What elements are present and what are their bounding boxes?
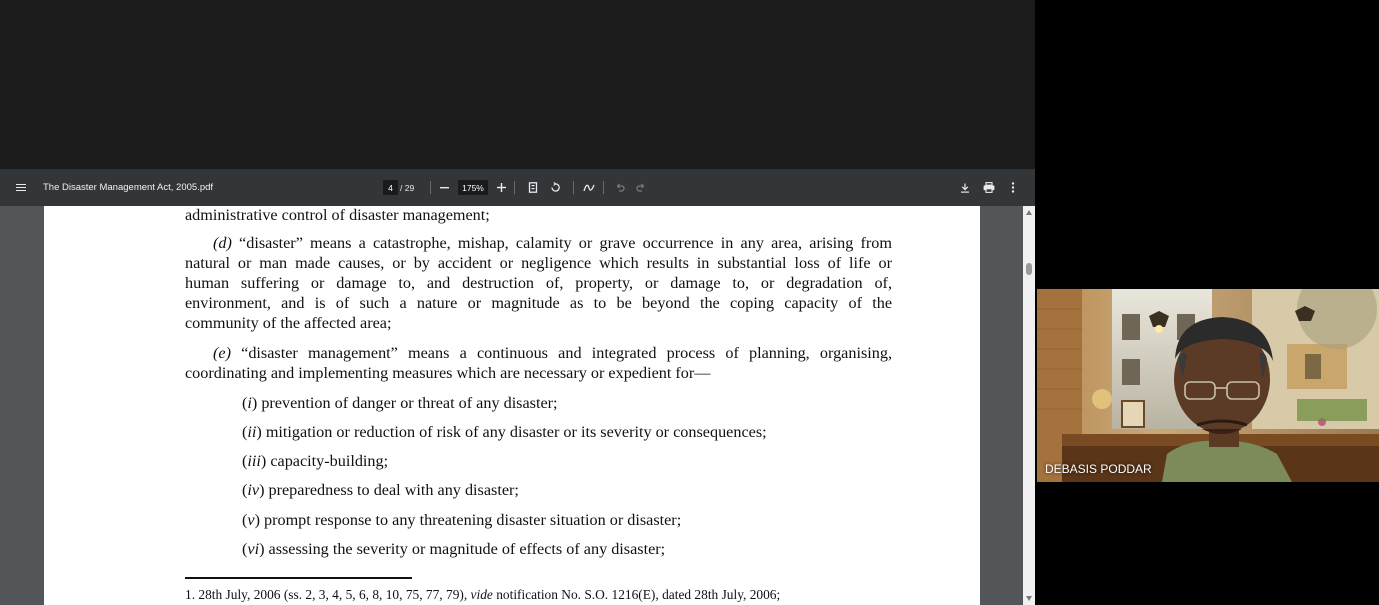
definition-e-mark: (e): [213, 344, 231, 362]
definition-d-line: [185, 234, 892, 253]
participant-video[interactable]: [1037, 289, 1379, 482]
pdf-toolbar: [0, 169, 1035, 206]
rotate-icon: [550, 182, 561, 193]
footnote-text: vide: [470, 587, 493, 602]
scroll-down-arrow-icon[interactable]: [1026, 596, 1032, 601]
item-number: iii: [247, 452, 261, 470]
vertical-scrollbar[interactable]: [1023, 206, 1035, 605]
footnote: [185, 587, 780, 603]
item-number: vi: [247, 540, 260, 558]
text-line: administrative control of disaster management;: [185, 206, 490, 224]
zoom-input[interactable]: 175%: [458, 180, 488, 195]
download-button[interactable]: [956, 169, 974, 206]
list-item: (iv) preparedness to deal with any disaster;: [242, 481, 519, 499]
item-text: preparedness to deal with any disaster;: [264, 481, 519, 499]
more-vert-icon: [1011, 182, 1015, 193]
item-text: prompt response to any threatening disaster situation or disaster;: [259, 511, 682, 529]
text-segment: “disaster management” means a continuous and integrated process of planning, organising,: [230, 344, 892, 362]
zoom-in-button[interactable]: [492, 169, 510, 206]
toolbar-divider: [430, 181, 431, 194]
text-segment: “disaster” means a catastrophe, mishap, calamity or grave occurrence in any area, arising from: [231, 234, 892, 252]
undo-button[interactable]: [611, 169, 629, 206]
toolbar-divider: [603, 181, 604, 194]
scroll-up-arrow-icon[interactable]: [1026, 210, 1032, 215]
zoom-out-button[interactable]: [435, 169, 453, 206]
undo-icon: [615, 183, 625, 192]
page-total: / 29: [400, 182, 415, 193]
item-text: mitigation or reduction of risk of any disaster or its severity or consequences;: [261, 423, 767, 441]
print-button[interactable]: [980, 169, 998, 206]
annotate-button[interactable]: [580, 169, 598, 206]
text-line: environment, and is of such a nature or magnitude as to be beyond the coping capacity of the: [185, 294, 892, 312]
scroll-thumb[interactable]: [1026, 263, 1032, 275]
item-text: prevention of danger or threat of any disaster;: [257, 394, 558, 412]
pdf-viewer: [0, 169, 1035, 605]
webcam-feed: [1037, 289, 1379, 482]
item-number: i: [247, 394, 252, 412]
menu-icon[interactable]: [10, 169, 32, 206]
document-title: The Disaster Management Act, 2005.pdf: [43, 182, 214, 193]
definition-e-line: [185, 344, 892, 363]
fit-page-button[interactable]: [524, 169, 542, 206]
footnote-text: 1. 28th July, 2006 (ss. 2, 3, 4, 5, 6, 8, 10, 75, 77, 79),: [185, 587, 471, 602]
pdf-page: [44, 206, 980, 605]
list-item: (ii) mitigation or reduction of risk of any disaster or its severity or consequences;: [242, 423, 767, 441]
fit-page-icon: [528, 182, 538, 193]
item-number: ii: [247, 423, 257, 441]
list-item: (i) prevention of danger or threat of any disaster;: [242, 394, 558, 412]
more-options-button[interactable]: [1004, 169, 1022, 206]
redo-icon: [636, 183, 646, 192]
item-number: iv: [247, 481, 260, 499]
minus-icon: [440, 183, 449, 192]
definition-d-mark: (d): [213, 234, 232, 252]
list-item: (iii) capacity-building;: [242, 452, 389, 470]
item-text: capacity-building;: [266, 452, 389, 470]
item-text: assessing the severity or magnitude of effects of any disaster;: [264, 540, 666, 558]
text-line: natural or man made causes, or by accident or negligence which results in substantial loss of life or: [185, 254, 892, 272]
toolbar-divider: [514, 181, 515, 194]
screen-top-area: [0, 0, 1035, 169]
redo-button[interactable]: [632, 169, 650, 206]
footnote-divider: [185, 577, 412, 579]
download-icon: [960, 183, 970, 193]
text-line: community of the affected area;: [185, 314, 392, 332]
footnote-text: notification No. S.O. 1216(E), dated 28th July, 2006;: [492, 587, 781, 602]
toolbar-divider: [573, 181, 574, 194]
list-item: (v) prompt response to any threatening disaster situation or disaster;: [242, 511, 682, 529]
item-number: v: [247, 511, 255, 529]
plus-icon: [497, 183, 506, 192]
print-icon: [983, 182, 995, 193]
rotate-button[interactable]: [546, 169, 564, 206]
draw-icon: [583, 182, 595, 193]
text-line: human suffering or damage to, and destruction of, property, or damage to, or degradation of,: [185, 274, 892, 292]
list-item: (vi) assessing the severity or magnitude of effects of any disaster;: [242, 540, 666, 558]
text-line: coordinating and implementing measures which are necessary or expedient for—: [185, 364, 711, 382]
participant-name: DEBASIS PODDAR: [1045, 462, 1152, 476]
page-number-input[interactable]: 4: [383, 180, 398, 195]
